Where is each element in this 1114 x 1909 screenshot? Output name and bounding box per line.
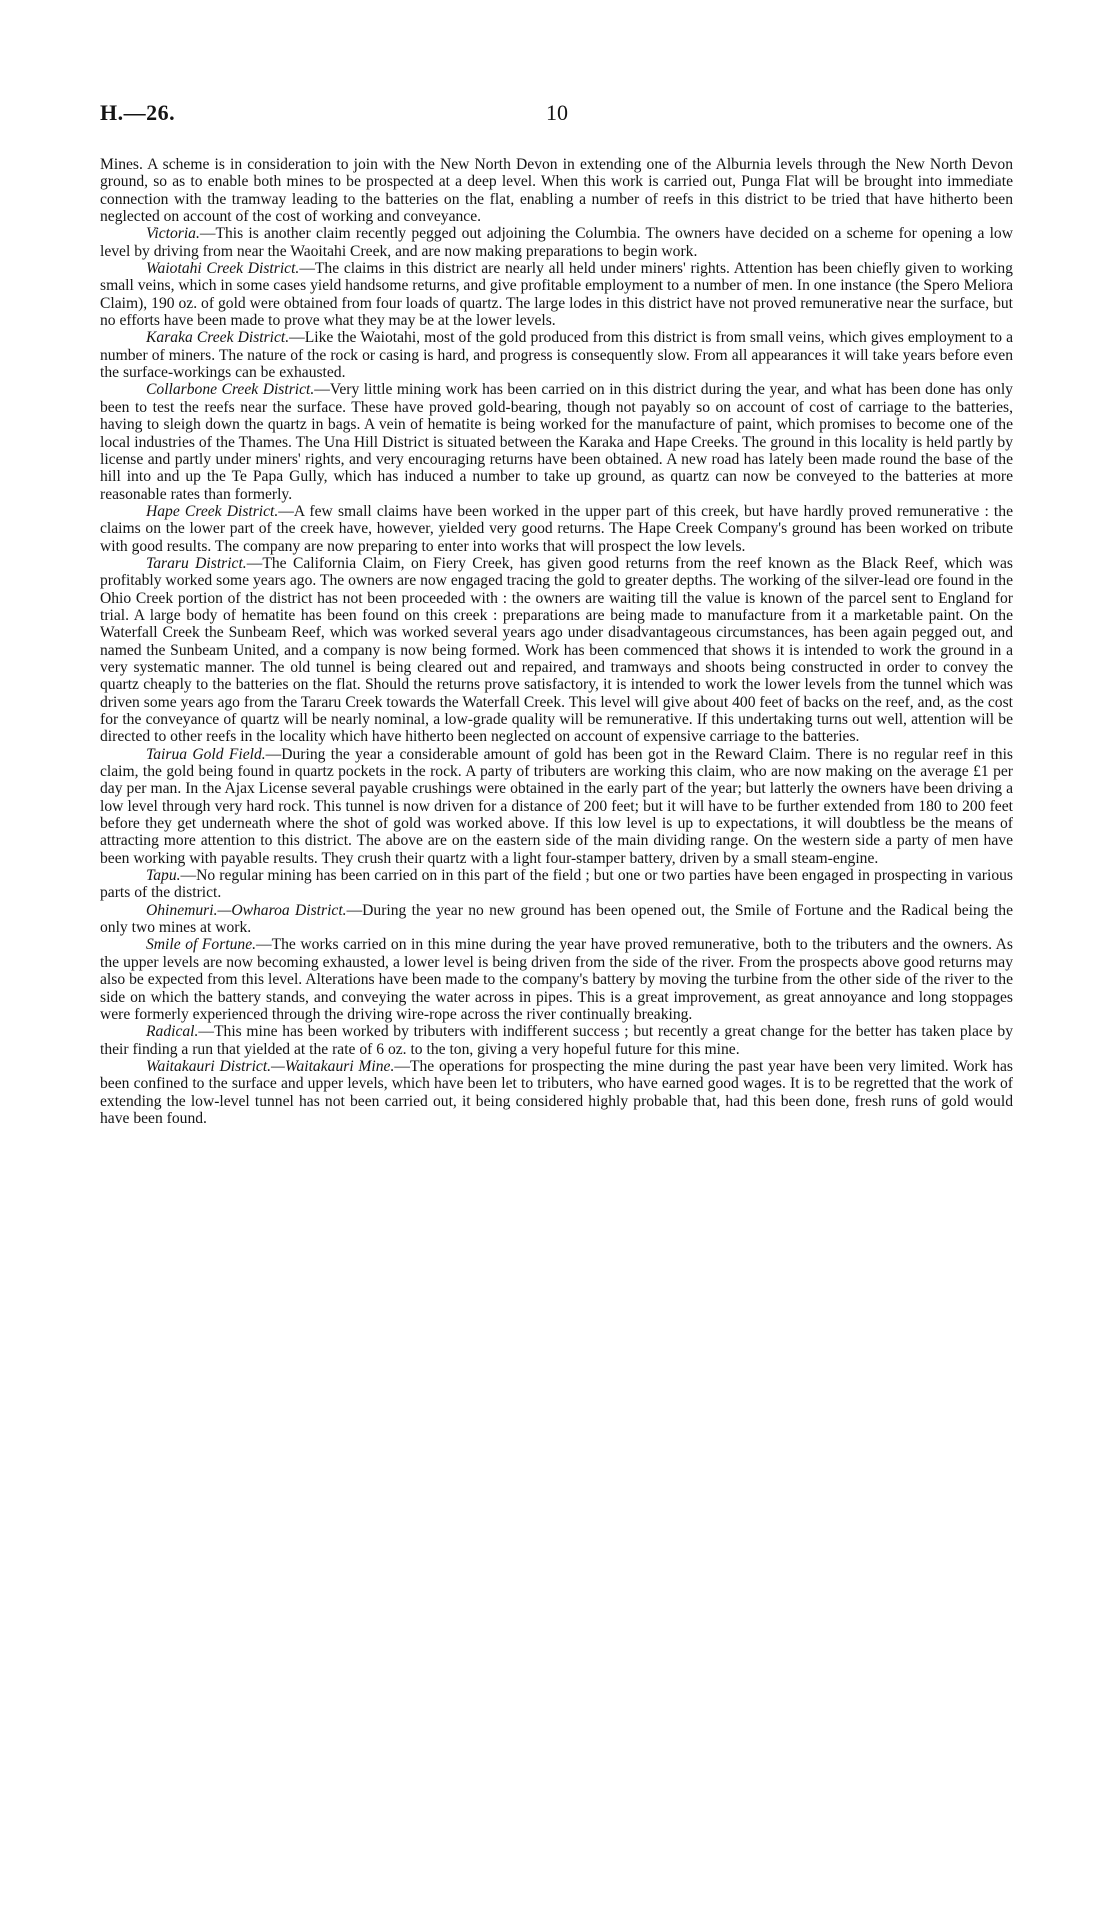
paragraph-text: —This mine has been worked by tributers with indifferent success ; but recently a great change for the better has taken place by their finding a run that yielded at the rate of 6 oz. to the ton, giving a very hopeful future for this mine. [100,1023,1013,1058]
paragraph-karaka-creek-district [100,329,1013,381]
paragraph-tararu-district [100,555,1013,746]
paragraph-text: —During the year no new ground has been opened out, the Smile of Fortune and the Radical being the only two mines at work. [100,901,1013,937]
section-heading-waitakauri-district: Waitakauri District.—Waitakauri Mine. [146,1057,395,1075]
section-heading-radical: Radical. [146,1023,199,1041]
section-heading-victoria: Victoria. [146,225,200,243]
paragraph-text: Mines. A scheme is in consideration to join with the New North Devon in extending one of the Alburnia levels through the New North Devon ground, so as to enable both mines to be prospected at a deep level. When this work is carried out, Punga Flat will be brought into immediate connection with the tramway leading to the batteries on the flat, enabling a number of reefs in this district to be tried that have hitherto been neglected on account of the cost of working and conveyance. [100,156,1013,226]
section-heading-smile-of-fortune: Smile of Fortune. [146,936,257,954]
section-heading-tararu-district: Tararu District. [146,554,247,572]
paragraph-mines-continued [100,156,1013,225]
paragraph-text: —The California Claim, on Fiery Creek, has given good returns from the reef known as the Black Reef, which was profitably worked some years ago. The owners are now engaged tracing the gold to greater depths. The working of the silver-lead ore found in the Ohio Creek portion of the district has not been proceeded with : the owners are waiting till the value is known of the parcel sent to England for trial. A large body of hematite has been found on this creek : preparations are being made to manufacture from it a marketable paint. On the Waterfall Creek the Sunbeam Reef, which was worked several years ago under disadvantageous circumstances, has been again pegged out, and named the Sunbeam United, and a company is now being formed. Work has been commenced that shows it is intended to work the ground in a very systematic manner. The old tunnel is being cleared out and repaired, and tramways and shoots being constructed in order to convey the quartz cheaply to the batteries on the flat. Should the returns prove satisfactory, it is intended to work the lower levels from the tunnel which was driven some years ago from the Tararu Creek towards the Waterfall Creek. This level will give about 400 feet of backs on the reef, and, as the cost for the conveyance of quartz will be nearly nominal, a low-grade quality will be remunerative. If this undertaking turns out well, attention will be directed to other reefs in the locality which have hitherto been neglected on account of expensive carriage to the batteries. [100,554,1013,746]
paragraph-text: —This is another claim recently pegged out adjoining the Columbia. The owners have decided on a scheme for opening a low level by driving from near the Waoitahi Creek, and are now making preparations to begin work. [100,225,1013,260]
paragraph-collarbone-creek-district [100,381,1013,502]
section-heading-collarbone-creek-district: Collarbone Creek District. [146,381,315,399]
paragraph-text: —A few small claims have been worked in the upper part of this creek, but have hardly proved remunerative : the claims on the lower part of the creek have, however, yielded very good returns. The Hape Creek Company's ground has been worked on tribute with good results. The company are now preparing to enter into works that will prospect the low levels. [100,502,1013,555]
document-reference: H.—26. [100,100,176,125]
section-heading-waiotahi-creek-district: Waiotahi Creek District. [146,260,300,278]
section-heading-tapu: Tapu. [146,867,181,885]
paragraph-text: —The works carried on in this mine during the year have proved remunerative, both to the tributers and the owners. As the upper levels are now becoming exhausted, a lower level is being driven from the side of the river. From the prospects above good returns may also be expected from this level. Alterations have been made to the company's battery by moving the turbine from the other side of the river to the side on which the battery stands, and conveying the water across in pipes. This is a great improvement, as great annoyance and long stoppages were formerly experienced through the driving wire-rope across the river continually breaking. [100,936,1013,1023]
paragraph-text: —The claims in this district are nearly all held under miners' rights. Attention has been chiefly given to working small veins, which in some cases yield handsome returns, and give profitable employment to a number of men. In one instance (the Spero Meliora Claim), 190 oz. of gold were obtained from four loads of quartz. The large lodes in this district have not proved remunerative near the surface, but no efforts have been made to prove what they may be at the lower levels. [100,260,1013,330]
paragraph-radical [100,1023,1013,1058]
paragraph-text: —Very little mining work has been carried on in this district during the year, and what has been done has only been to test the reefs near the surface. These have proved gold-bearing, though not payably so on account of cost of carriage to the batteries, having to sleigh down the quartz in bags. A vein of hematite is being worked for the manufacture of paint, which promises to become one of the local industries of the Thames. The Una Hill District is situated between the Karaka and Hape Creeks. The ground in this locality is held partly by license and partly under miners' rights, and very encouraging returns have been obtained. A new road has lately been made round the base of the hill into and up the Te Papa Gully, which has induced a number to take up ground, as quartz can now be conveyed to the batteries at more reasonable rates than formerly. [100,381,1013,503]
paragraph-waiotahi-creek-district [100,260,1013,329]
paragraph-victoria [100,225,1013,260]
paragraph-text: —No regular mining has been carried on in this part of the field ; but one or two parties have been engaged in prospecting in various parts of the district. [100,867,1013,902]
document-page [100,0,1013,1127]
paragraph-tapu [100,867,1013,902]
section-heading-ohinemuri-owharoa-district: Ohinemuri.—Owharoa District. [146,901,347,919]
paragraph-text: —During the year a considerable amount of gold has been got in the Reward Claim. There is no regular reef in this claim, the gold being found in quartz pockets in the rock. A party of tributers are working this claim, who are now making on the average £1 per day per man. In the Ajax License several payable crushings were obtained in the early part of the year; but latterly the owners have been driving a low level through very hard rock. This tunnel is now driven for a distance of 200 feet; but it will have to be further extended from 180 to 200 feet before they get underneath where the shot of gold was worked above. If this low level is up to expectations, it will doubtless be the means of attracting more attention to this district. The above are on the eastern side of the main dividing range. On the western side a party of men have been working with payable results. They crush their quartz with a light four-stamper battery, driven by a small steam-engine. [100,745,1013,867]
body-text [100,156,1013,1127]
section-heading-hape-creek-district: Hape Creek District. [146,502,279,520]
paragraph-ohinemuri-owharoa-district [100,902,1013,937]
paragraph-smile-of-fortune [100,936,1013,1023]
page-header [100,0,1013,130]
paragraph-tairua-gold-field [100,746,1013,867]
section-heading-tairua-gold-field: Tairua Gold Field. [146,745,266,763]
section-heading-karaka-creek-district: Karaka Creek District. [146,329,290,347]
paragraph-waitakauri-district [100,1058,1013,1127]
paragraph-hape-creek-district [100,503,1013,555]
paragraph-text: —The operations for prospecting the mine during the past year have been very limited. Work has been confined to the surface and upper levels, which have been let to tributers, who have earned good wages. It is to be regretted that the work of extending the low-level tunnel has not been carried out, it being considered highly probable that, had this been done, fresh runs of gold would have been found. [100,1057,1013,1127]
paragraph-text: —Like the Waiotahi, most of the gold produced from this district is from small veins, which gives employment to a number of miners. The nature of the rock or casing is hard, and progress is consequently slow. From all appearances it will take years before even the surface-workings can be exhausted. [100,329,1014,382]
page-number: 10 [546,100,568,125]
